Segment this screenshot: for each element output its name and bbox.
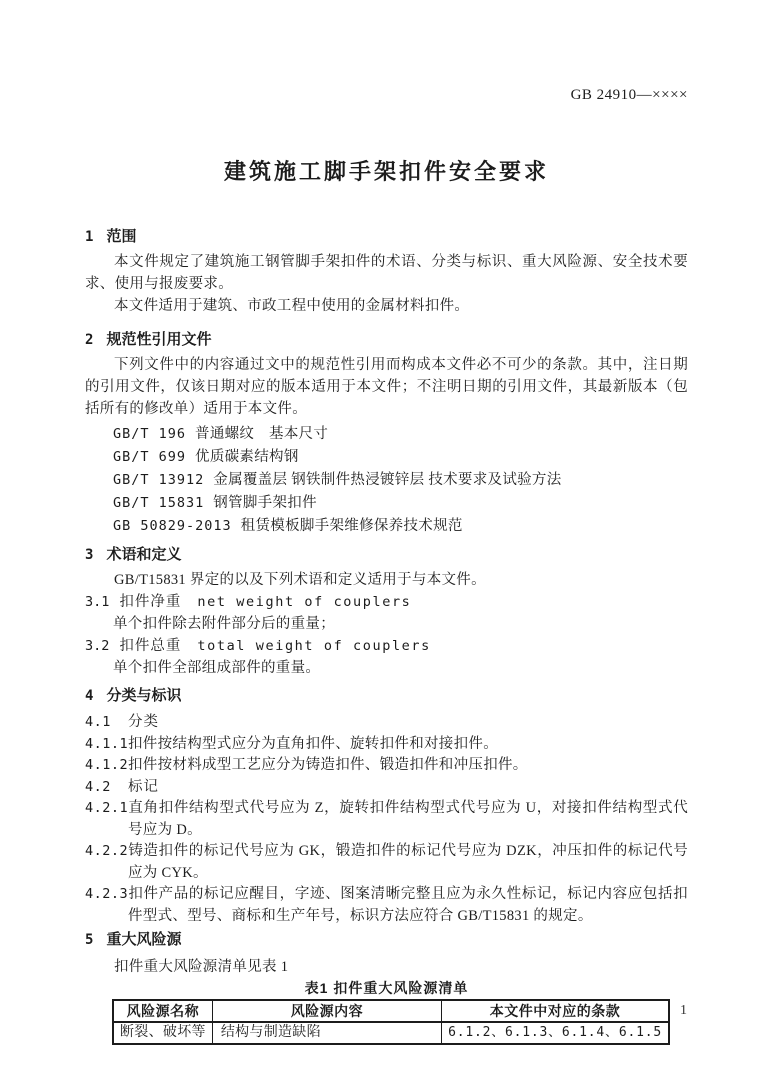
table-header-row	[113, 1000, 669, 1022]
term-chinese: 扣件总重	[119, 638, 182, 654]
reference-title: 金属覆盖层 钢铁制件热浸镀锌层 技术要求及试验方法	[213, 472, 562, 488]
reference-code: GB/T 15831	[113, 495, 205, 511]
standard-code: GB 24910—××××	[570, 87, 688, 103]
term-number: 3.1	[85, 594, 110, 610]
section-title: 重大风险源	[106, 931, 182, 948]
reference-code: GB 50829-2013	[113, 518, 232, 534]
clause-number: 4.2.2	[85, 843, 129, 859]
risk-intro: 扣件重大风险源清单见表 1	[114, 959, 289, 975]
clause-number: 4.1	[85, 714, 111, 730]
clause-number: 4.2	[85, 778, 111, 795]
reference-title: 租赁模板脚手架维修保养技术规范	[240, 518, 463, 534]
clause-text: 铸造扣件的标记代号应为 GK，锻造扣件的标记代号应为 DZK，冲压扣件的标记代号应为 CYK。	[128, 843, 688, 881]
normative-references-intro: 下列文件中的内容通过文中的规范性引用而构成本文件必不可少的条款。其中，注日期的引用文件，仅该日期对应的版本适用于本文件；不注明日期的引用文件，其最新版本（包括所有的修改单）适用于本文件。	[85, 357, 688, 417]
clause-4-2-1	[85, 798, 688, 841]
scope-paragraph-2: 本文件适用于建筑、市政工程中使用的金属材料扣件。	[114, 298, 470, 314]
clause-4-2-3	[85, 884, 688, 927]
column-header-risk-name: 风险源名称	[113, 1000, 212, 1022]
term-definition-3-2: 单个扣件全部组成部件的重量。	[113, 660, 321, 676]
reference-item	[113, 446, 688, 469]
clause-4-1-1	[85, 734, 688, 756]
terms-block	[85, 591, 688, 679]
section-title: 分类与标识	[106, 687, 182, 704]
section-title: 术语和定义	[106, 546, 182, 563]
reference-code: GB/T 699	[113, 449, 187, 465]
reference-list	[85, 423, 688, 538]
clause-4-1-2	[85, 755, 688, 777]
reference-code: GB/T 13912	[113, 472, 205, 488]
clause-4-2-2	[85, 841, 688, 884]
term-chinese: 扣件净重	[119, 594, 182, 610]
column-header-clauses: 本文件中对应的条款	[442, 1000, 669, 1022]
scope-paragraph-1: 本文件规定了建筑施工钢管脚手架扣件的术语、分类与标识、重大风险源、安全技术要求、使用与报废要求。	[85, 254, 688, 292]
reference-title: 普通螺纹 基本尺寸	[195, 426, 329, 442]
term-entry-3-1	[85, 591, 688, 613]
reference-item	[113, 469, 688, 492]
cell-clauses: 6.1.2、6.1.3、6.1.4、6.1.5	[442, 1022, 669, 1044]
clause-text: 扣件按材料成型工艺应分为铸造扣件、锻造扣件和冲压扣件。	[128, 757, 528, 773]
section-heading-major-risk-sources	[85, 930, 688, 950]
clause-text: 标记	[128, 778, 159, 795]
reference-item	[113, 515, 688, 538]
section-title: 范围	[106, 228, 137, 245]
clause-text: 扣件按结构型式应分为直角扣件、旋转扣件和对接扣件。	[128, 735, 498, 752]
subsection-4-1	[85, 712, 688, 734]
risk-source-table	[112, 999, 670, 1045]
section-number: 4	[85, 688, 94, 704]
reference-code: GB/T 196	[113, 426, 187, 442]
section-heading-normative-references	[85, 330, 688, 350]
section-number: 5	[85, 932, 94, 948]
clause-number: 4.1.1	[85, 735, 129, 752]
cell-risk-name: 断裂、破坏等	[113, 1022, 212, 1044]
subsection-4-2	[85, 777, 688, 799]
reference-item	[113, 492, 688, 515]
reference-title: 钢管脚手架扣件	[213, 495, 317, 511]
reference-item	[113, 423, 688, 446]
term-number: 3.2	[85, 638, 110, 654]
term-english: total weight of couplers	[197, 638, 431, 654]
clause-number: 4.2.3	[85, 886, 129, 902]
table-caption: 表1 扣件重大风险源清单	[304, 980, 469, 996]
classification-clauses	[85, 712, 688, 927]
section-heading-classification-marking	[85, 686, 688, 706]
reference-title: 优质碳素结构钢	[195, 449, 299, 465]
clause-number: 4.1.2	[85, 757, 129, 773]
section-heading-terms-definitions	[85, 545, 688, 565]
terms-intro: GB/T15831 界定的以及下列术语和定义适用于与本文件。	[114, 572, 486, 588]
clause-text: 分类	[128, 714, 159, 730]
section-title: 规范性引用文件	[106, 331, 212, 348]
section-heading-scope	[85, 227, 688, 247]
table-row	[113, 1022, 669, 1044]
term-english: net weight of couplers	[197, 594, 412, 610]
section-number: 3	[85, 547, 94, 563]
document-title: 建筑施工脚手架扣件安全要求	[223, 159, 549, 184]
page-number: 1	[680, 1003, 687, 1018]
clause-number: 4.2.1	[85, 800, 129, 816]
cell-risk-content: 结构与制造缺陷	[212, 1022, 441, 1044]
section-number: 1	[85, 229, 94, 245]
term-definition-3-1: 单个扣件除去附件部分后的重量；	[113, 616, 335, 632]
column-header-risk-content: 风险源内容	[212, 1000, 441, 1022]
term-entry-3-2	[85, 635, 688, 657]
clause-text: 直角扣件结构型式代号应为 Z，旋转扣件结构型式代号应为 U，对接扣件结构型式代号应为 D。	[128, 800, 688, 838]
clause-text: 扣件产品的标记应醒目，字迹、图案清晰完整且应为永久性标记，标记内容应包括扣件型式、型号、商标和生产年号，标识方法应符合 GB/T15831 的规定。	[128, 886, 688, 924]
section-number: 2	[85, 332, 94, 348]
